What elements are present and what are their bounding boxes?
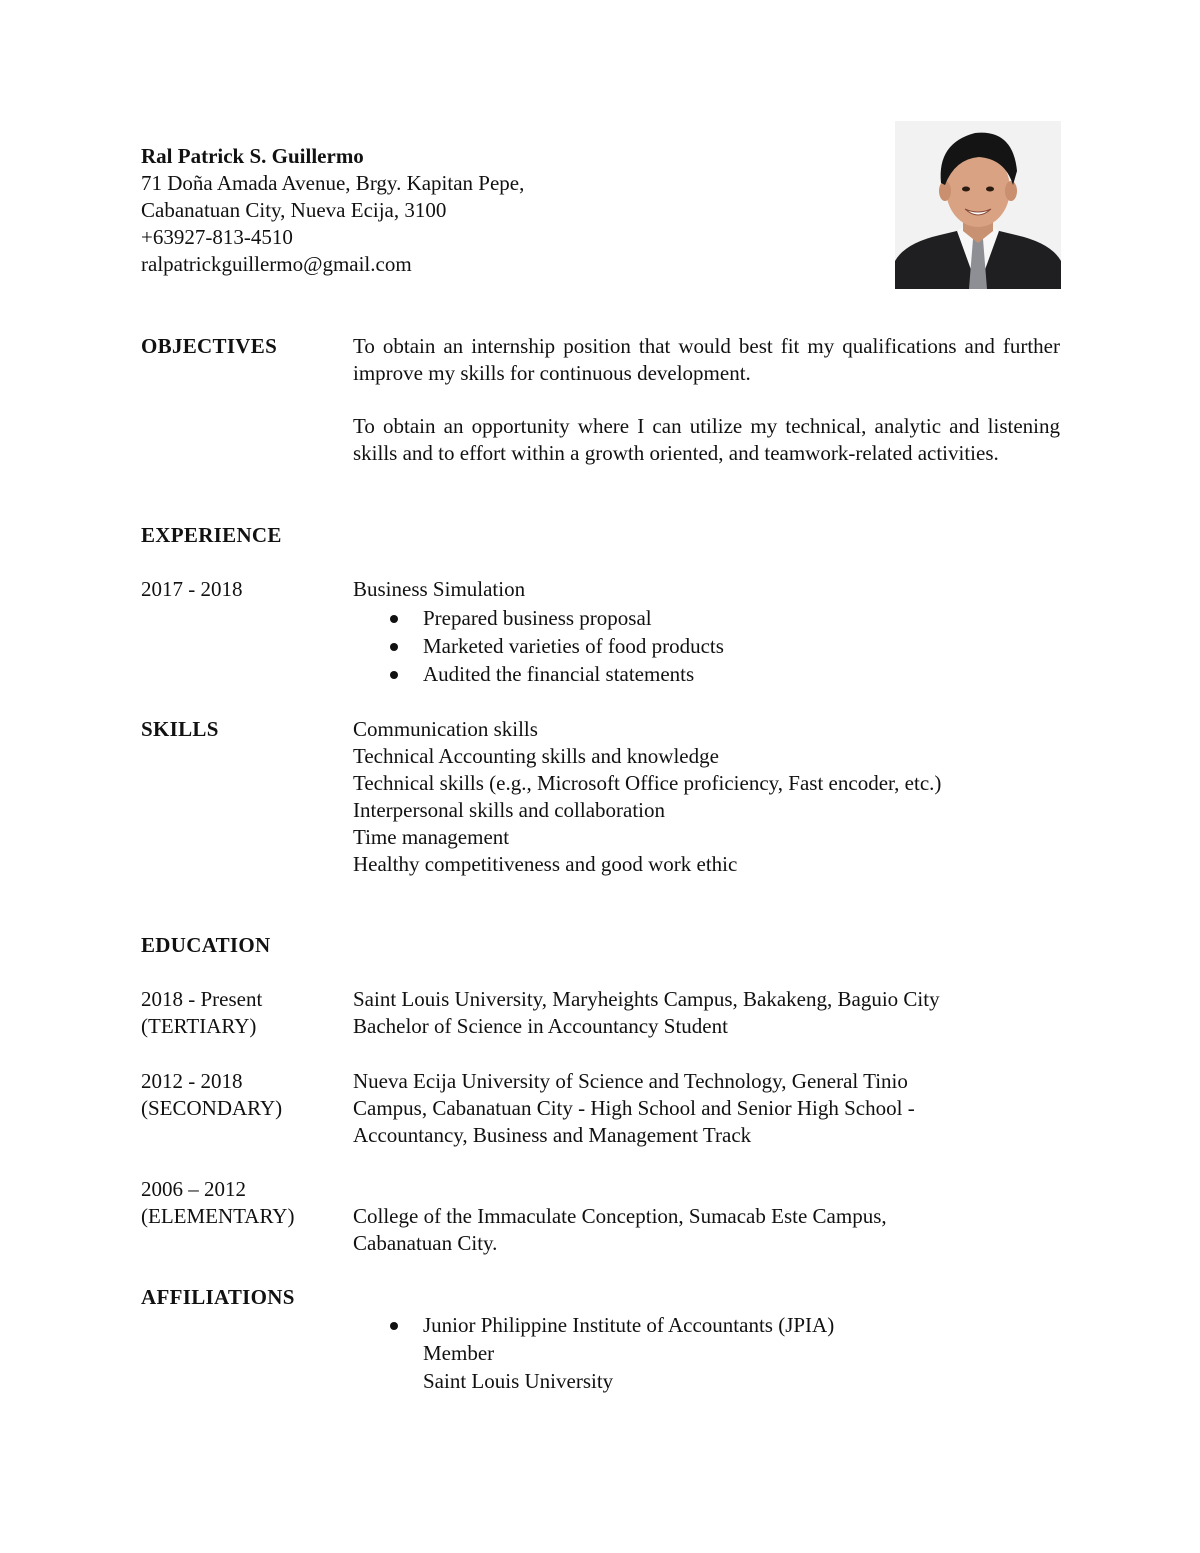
skills-heading: SKILLS [141,717,219,741]
address-line-2: Cabanatuan City, Nueva Ecija, 3100 [141,198,447,222]
profile-photo [895,121,1061,289]
elementary-period: 2006 – 2012 [141,1177,246,1201]
objectives-heading: OBJECTIVES [141,334,278,358]
objective-paragraph-2: To obtain an opportunity where I can utilize my technical, analytic and listening skills and to effort within a growth oriented, and teamwork-related activities. [353,414,1060,465]
experience-heading: EXPERIENCE [141,523,282,547]
experience-item: Audited the financial statements [423,662,695,686]
skill-item: Communication skills [353,717,538,741]
education-heading: EDUCATION [141,933,271,957]
bullet-icon [390,1322,398,1330]
tertiary-period: 2018 - Present [141,987,263,1011]
tertiary-program: Bachelor of Science in Accountancy Student [353,1014,728,1038]
elementary-level: (ELEMENTARY) [141,1204,295,1228]
phone-number: +63927-813-4510 [141,225,293,249]
skill-item: Interpersonal skills and collaboration [353,798,665,822]
affiliation-school: Saint Louis University [423,1369,614,1393]
skill-item: Technical Accounting skills and knowledge [353,744,719,768]
tertiary-level: (TERTIARY) [141,1014,257,1038]
secondary-period: 2012 - 2018 [141,1069,243,1093]
affiliation-org: Junior Philippine Institute of Accountants (JPIA) [423,1313,835,1337]
elementary-school-line-2: Cabanatuan City. [353,1231,498,1255]
email-address: ralpatrickguillermo@gmail.com [141,252,412,276]
skill-item: Time management [353,825,510,849]
skill-item: Technical skills (e.g., Microsoft Office proficiency, Fast encoder, etc.) [353,771,942,795]
bullet-icon [390,671,398,679]
secondary-school-line-2: Campus, Cabanatuan City - High School and Senior High School - [353,1096,915,1120]
person-portrait-icon [895,121,1061,289]
secondary-level: (SECONDARY) [141,1096,283,1120]
secondary-school-line-1: Nueva Ecija University of Science and Technology, General Tinio [353,1069,908,1093]
elementary-school-line-1: College of the Immaculate Conception, Sumacab Este Campus, [353,1204,887,1228]
experience-item: Marketed varieties of food products [423,634,724,658]
secondary-school-line-3: Accountancy, Business and Management Track [353,1123,752,1147]
skill-item: Healthy competitiveness and good work ethic [353,852,738,876]
address-line-1: 71 Doña Amada Avenue, Brgy. Kapitan Pepe, [141,171,525,195]
bullet-icon [390,643,398,651]
affiliations-heading: AFFILIATIONS [141,1285,295,1309]
affiliation-role: Member [423,1341,495,1365]
applicant-name: Ral Patrick S. Guillermo [141,144,364,168]
bullet-icon [390,615,398,623]
tertiary-school: Saint Louis University, Maryheights Campus, Bakakeng, Baguio City [353,987,940,1011]
experience-title: Business Simulation [353,577,526,601]
objective-paragraph-1: To obtain an internship position that would best fit my qualifications and further improve my skills for continuous development. [353,334,1060,385]
experience-period: 2017 - 2018 [141,577,243,601]
experience-item: Prepared business proposal [423,606,652,630]
